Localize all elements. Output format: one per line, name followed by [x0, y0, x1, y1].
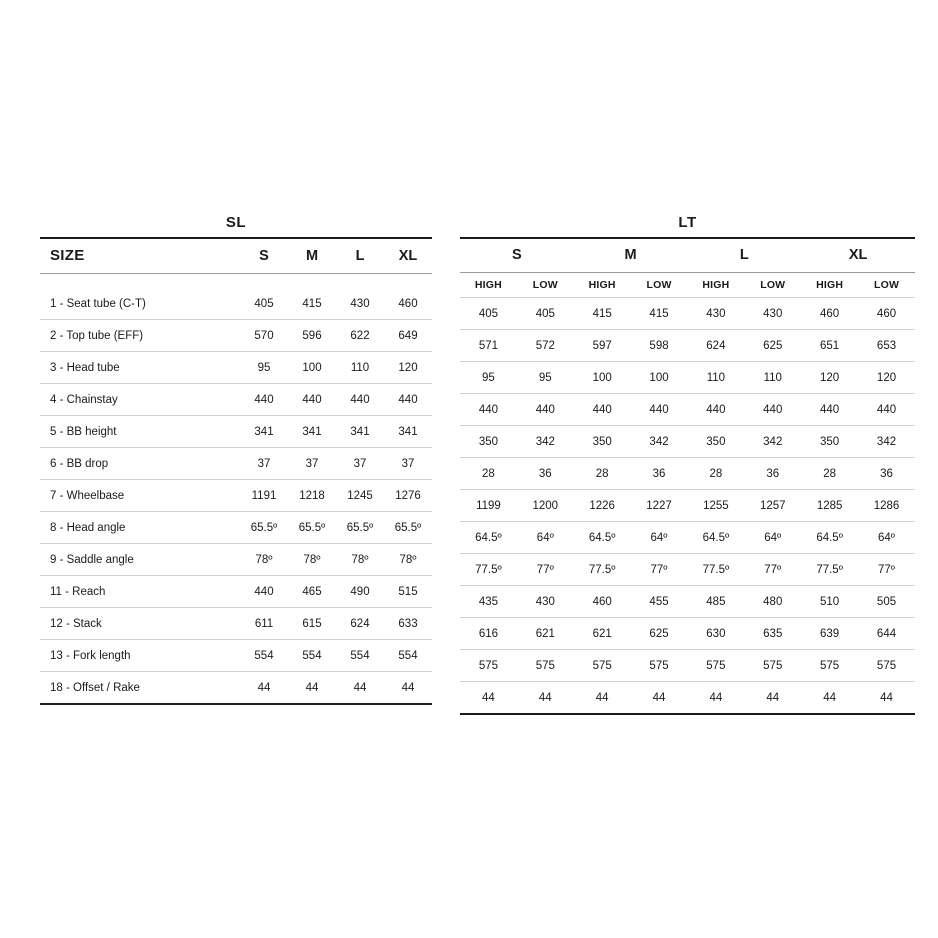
table-row: [460, 522, 915, 554]
sl-cell: 633: [384, 608, 432, 640]
lt-sub-header: LOW: [858, 273, 915, 298]
sl-cell: 78º: [336, 544, 384, 576]
table-row: [460, 682, 915, 715]
lt-cell: 621: [517, 618, 574, 650]
sl-cell: 65.5º: [288, 512, 336, 544]
lt-cell: 95: [517, 362, 574, 394]
lt-header-row: [460, 238, 915, 273]
sl-row-label: 13 - Fork length: [40, 640, 240, 672]
lt-cell: 625: [631, 618, 688, 650]
lt-bottom-cell-7: [858, 714, 915, 715]
lt-cell: 120: [801, 362, 858, 394]
table-row: [40, 608, 432, 640]
lt-cell: 1257: [744, 490, 801, 522]
sl-cell: 65.5º: [336, 512, 384, 544]
lt-cell: 480: [744, 586, 801, 618]
lt-cell: 342: [744, 426, 801, 458]
lt-cell: 342: [631, 426, 688, 458]
sl-cell: 44: [336, 672, 384, 705]
table-row: [460, 618, 915, 650]
lt-sub-header: LOW: [744, 273, 801, 298]
sl-row-label: 18 - Offset / Rake: [40, 672, 240, 705]
sl-row-label: 2 - Top tube (EFF): [40, 320, 240, 352]
table-row: [40, 384, 432, 416]
lt-cell: 405: [517, 298, 574, 330]
sl-cell: 120: [384, 352, 432, 384]
sl-cell: 554: [288, 640, 336, 672]
table-row: [460, 586, 915, 618]
sl-cell: 490: [336, 576, 384, 608]
sl-row-label: 1 - Seat tube (C-T): [50, 297, 146, 310]
table-row: [460, 458, 915, 490]
lt-cell: 342: [517, 426, 574, 458]
lt-bottom-cell-4: [687, 714, 744, 715]
lt-cell: 510: [801, 586, 858, 618]
lt-table-block: [460, 214, 915, 715]
lt-cell: 575: [744, 650, 801, 682]
sl-cell: 44: [240, 672, 288, 705]
sl-spacer-cell-0: [40, 274, 240, 289]
lt-cell: 485: [687, 586, 744, 618]
lt-cell: 440: [801, 394, 858, 426]
table-row: [460, 650, 915, 682]
sl-cell: 611: [240, 608, 288, 640]
sl-cell: 65.5º: [240, 512, 288, 544]
sl-cell: 440: [336, 384, 384, 416]
sl-row-label: 11 - Reach: [40, 576, 240, 608]
lt-bottom-cell-2: [574, 714, 631, 715]
sl-cell: 78º: [384, 544, 432, 576]
sl-spacer-cell-1: [240, 274, 288, 289]
lt-bottom-cell-6: [801, 714, 858, 715]
sl-cell: 515: [384, 576, 432, 608]
lt-cell: 575: [460, 650, 517, 682]
lt-cell: 1285: [801, 490, 858, 522]
lt-cell: 460: [574, 586, 631, 618]
sl-cell: 341: [240, 416, 288, 448]
lt-cell: 572: [517, 330, 574, 362]
sl-header-row: [40, 238, 432, 274]
lt-cell: 440: [687, 394, 744, 426]
sl-cell: 440: [288, 384, 336, 416]
sl-cell: 110: [336, 352, 384, 384]
lt-sub-header: HIGH: [460, 273, 517, 298]
lt-bottom-cell-3: [631, 714, 688, 715]
lt-cell: 460: [858, 298, 915, 330]
lt-cell: 44: [858, 682, 915, 715]
table-row: [40, 320, 432, 352]
sl-cell: 440: [384, 384, 432, 416]
sl-cell: 341: [288, 416, 336, 448]
lt-cell: 28: [801, 458, 858, 490]
lt-sub-header: HIGH: [687, 273, 744, 298]
lt-cell: 644: [858, 618, 915, 650]
lt-cell: 1200: [517, 490, 574, 522]
lt-sub-header: HIGH: [801, 273, 858, 298]
lt-cell: 350: [574, 426, 631, 458]
lt-cell: 405: [460, 298, 517, 330]
lt-group-title: LT: [678, 214, 697, 231]
lt-cell: 639: [801, 618, 858, 650]
sl-row-label: 12 - Stack: [40, 608, 240, 640]
lt-cell: 1255: [687, 490, 744, 522]
sl-cell: 65.5º: [384, 512, 432, 544]
lt-cell: 575: [687, 650, 744, 682]
sl-row-label: 7 - Wheelbase: [40, 480, 240, 512]
sl-geometry-table: [40, 237, 432, 705]
lt-cell: 120: [858, 362, 915, 394]
sl-cell: 341: [384, 416, 432, 448]
sl-cell: 415: [302, 297, 322, 310]
lt-geometry-table: [460, 237, 915, 715]
sl-cell: 570: [240, 320, 288, 352]
lt-cell: 621: [574, 618, 631, 650]
sl-cell: 554: [384, 640, 432, 672]
lt-cell: 100: [631, 362, 688, 394]
lt-cell: 64.5º: [801, 522, 858, 554]
lt-cell: 575: [801, 650, 858, 682]
lt-cell: 440: [858, 394, 915, 426]
lt-col-header-l: L: [687, 238, 801, 273]
lt-cell: 64º: [744, 522, 801, 554]
sl-table-block: [40, 214, 432, 705]
lt-cell: 415: [631, 298, 688, 330]
sl-cell: 554: [336, 640, 384, 672]
sl-row-label: 3 - Head tube: [40, 352, 240, 384]
table-row: [460, 394, 915, 426]
lt-cell: 110: [744, 362, 801, 394]
lt-col-header-xl: XL: [801, 238, 915, 273]
lt-bottom-cell-0: [460, 714, 517, 715]
lt-cell: 1226: [574, 490, 631, 522]
sl-cell: 649: [384, 320, 432, 352]
lt-cell: 460: [801, 298, 858, 330]
lt-cell: 415: [574, 298, 631, 330]
sl-bottom-cell-2: [288, 704, 336, 705]
sl-row-label: 8 - Head angle: [40, 512, 240, 544]
lt-bottom-rule: [460, 714, 915, 715]
lt-cell: 342: [858, 426, 915, 458]
lt-sub-header: LOW: [631, 273, 688, 298]
sl-cell: 1245: [336, 480, 384, 512]
lt-cell: 64.5º: [687, 522, 744, 554]
sl-cell: 1276: [384, 480, 432, 512]
sl-bottom-cell-4: [384, 704, 432, 705]
lt-cell: 440: [517, 394, 574, 426]
sl-col-header-s: S: [240, 238, 288, 274]
sl-cell: 405: [254, 297, 274, 310]
sl-cell: 440: [240, 384, 288, 416]
lt-cell: 44: [631, 682, 688, 715]
lt-cell: 440: [631, 394, 688, 426]
lt-bottom-cell-5: [744, 714, 801, 715]
sl-col-header-m: M: [288, 238, 336, 274]
table-row: [40, 672, 432, 705]
sl-row-label: 5 - BB height: [40, 416, 240, 448]
lt-cell: 77º: [517, 554, 574, 586]
sl-bottom-cell-0: [40, 704, 240, 705]
lt-subheader-row: [460, 273, 915, 298]
lt-cell: 505: [858, 586, 915, 618]
lt-bottom-cell-1: [517, 714, 574, 715]
lt-cell: 77.5º: [687, 554, 744, 586]
sl-size-header: SIZE: [40, 238, 240, 274]
sl-cell: 624: [336, 608, 384, 640]
table-row: [40, 288, 432, 320]
sl-cell: 622: [336, 320, 384, 352]
lt-cell: 1286: [858, 490, 915, 522]
sl-header-spacer: [40, 274, 432, 289]
lt-cell: 77º: [858, 554, 915, 586]
lt-cell: 1199: [460, 490, 517, 522]
sl-spacer-cell-2: [288, 274, 336, 289]
lt-cell: 651: [801, 330, 858, 362]
lt-cell: 440: [460, 394, 517, 426]
lt-cell: 635: [744, 618, 801, 650]
sl-cell: 465: [288, 576, 336, 608]
lt-cell: 44: [460, 682, 517, 715]
lt-cell: 44: [517, 682, 574, 715]
lt-cell: 36: [517, 458, 574, 490]
lt-cell: 77.5º: [801, 554, 858, 586]
lt-cell: 630: [687, 618, 744, 650]
sl-col-header-l: L: [336, 238, 384, 274]
sl-group-title: SL: [225, 214, 247, 231]
lt-cell: 44: [687, 682, 744, 715]
sl-row-label: 9 - Saddle angle: [40, 544, 240, 576]
sl-cell: 615: [288, 608, 336, 640]
sl-cell: 440: [240, 576, 288, 608]
lt-cell: 64º: [517, 522, 574, 554]
table-row: [460, 298, 915, 330]
sl-cell: 1191: [240, 480, 288, 512]
lt-cell: 350: [460, 426, 517, 458]
table-row: [40, 640, 432, 672]
lt-cell: 350: [801, 426, 858, 458]
lt-cell: 616: [460, 618, 517, 650]
lt-cell: 100: [574, 362, 631, 394]
table-row: [460, 554, 915, 586]
sl-cell: 1218: [288, 480, 336, 512]
lt-cell: 95: [460, 362, 517, 394]
table-row: [40, 512, 432, 544]
sl-bottom-cell-1: [240, 704, 288, 705]
lt-cell: 64.5º: [460, 522, 517, 554]
sl-cell: 37: [288, 448, 336, 480]
lt-cell: 64º: [858, 522, 915, 554]
sl-cell: 78º: [288, 544, 336, 576]
lt-cell: 571: [460, 330, 517, 362]
table-row: [40, 352, 432, 384]
lt-cell: 625: [744, 330, 801, 362]
sl-cell: 37: [384, 448, 432, 480]
lt-cell: 44: [574, 682, 631, 715]
lt-col-header-s: S: [460, 238, 574, 273]
sl-bottom-rule: [40, 704, 432, 705]
lt-cell: 110: [687, 362, 744, 394]
lt-cell: 440: [574, 394, 631, 426]
lt-cell: 575: [574, 650, 631, 682]
lt-cell: 77.5º: [574, 554, 631, 586]
lt-col-header-m: M: [574, 238, 688, 273]
table-row: [460, 490, 915, 522]
sl-cell: 95: [240, 352, 288, 384]
sl-spacer-cell-3: [336, 274, 384, 289]
table-row: [40, 576, 432, 608]
sl-bottom-cell-3: [336, 704, 384, 705]
lt-cell: 350: [687, 426, 744, 458]
table-row: [40, 416, 432, 448]
table-row: [40, 544, 432, 576]
lt-cell: 36: [744, 458, 801, 490]
lt-cell: 77.5º: [460, 554, 517, 586]
tables-container: [40, 214, 915, 715]
sl-cell: 100: [288, 352, 336, 384]
table-row: [460, 362, 915, 394]
lt-cell: 440: [744, 394, 801, 426]
lt-cell: 36: [858, 458, 915, 490]
table-row: [460, 426, 915, 458]
lt-cell: 653: [858, 330, 915, 362]
lt-cell: 575: [517, 650, 574, 682]
lt-sub-header: HIGH: [574, 273, 631, 298]
lt-cell: 28: [687, 458, 744, 490]
lt-cell: 64º: [631, 522, 688, 554]
sl-cell: 460: [398, 297, 418, 310]
sl-spacer-cell-4: [384, 274, 432, 289]
sl-cell: 430: [350, 297, 370, 310]
lt-sub-header: LOW: [517, 273, 574, 298]
sl-col-header-xl: XL: [384, 238, 432, 274]
lt-cell: 44: [801, 682, 858, 715]
sl-cell: 596: [288, 320, 336, 352]
sl-row-label: 6 - BB drop: [40, 448, 240, 480]
lt-cell: 624: [687, 330, 744, 362]
lt-cell: 1227: [631, 490, 688, 522]
lt-cell: 77º: [744, 554, 801, 586]
sl-row-label: 4 - Chainstay: [40, 384, 240, 416]
lt-cell: 435: [460, 586, 517, 618]
lt-cell: 598: [631, 330, 688, 362]
sl-cell: 37: [336, 448, 384, 480]
sl-cell: 44: [288, 672, 336, 705]
table-row: [40, 480, 432, 512]
sl-cell: 37: [240, 448, 288, 480]
lt-cell: 44: [744, 682, 801, 715]
lt-cell: 575: [631, 650, 688, 682]
lt-cell: 430: [687, 298, 744, 330]
sl-cell: 341: [336, 416, 384, 448]
lt-cell: 430: [517, 586, 574, 618]
lt-cell: 455: [631, 586, 688, 618]
lt-cell: 597: [574, 330, 631, 362]
lt-cell: 28: [460, 458, 517, 490]
sl-cell: 78º: [240, 544, 288, 576]
table-row: [40, 448, 432, 480]
lt-cell: 430: [744, 298, 801, 330]
lt-cell: 575: [858, 650, 915, 682]
table-row: [460, 330, 915, 362]
lt-cell: 64.5º: [574, 522, 631, 554]
lt-cell: 28: [574, 458, 631, 490]
sl-cell: 44: [384, 672, 432, 705]
lt-cell: 36: [631, 458, 688, 490]
sl-cell: 554: [240, 640, 288, 672]
lt-cell: 77º: [631, 554, 688, 586]
